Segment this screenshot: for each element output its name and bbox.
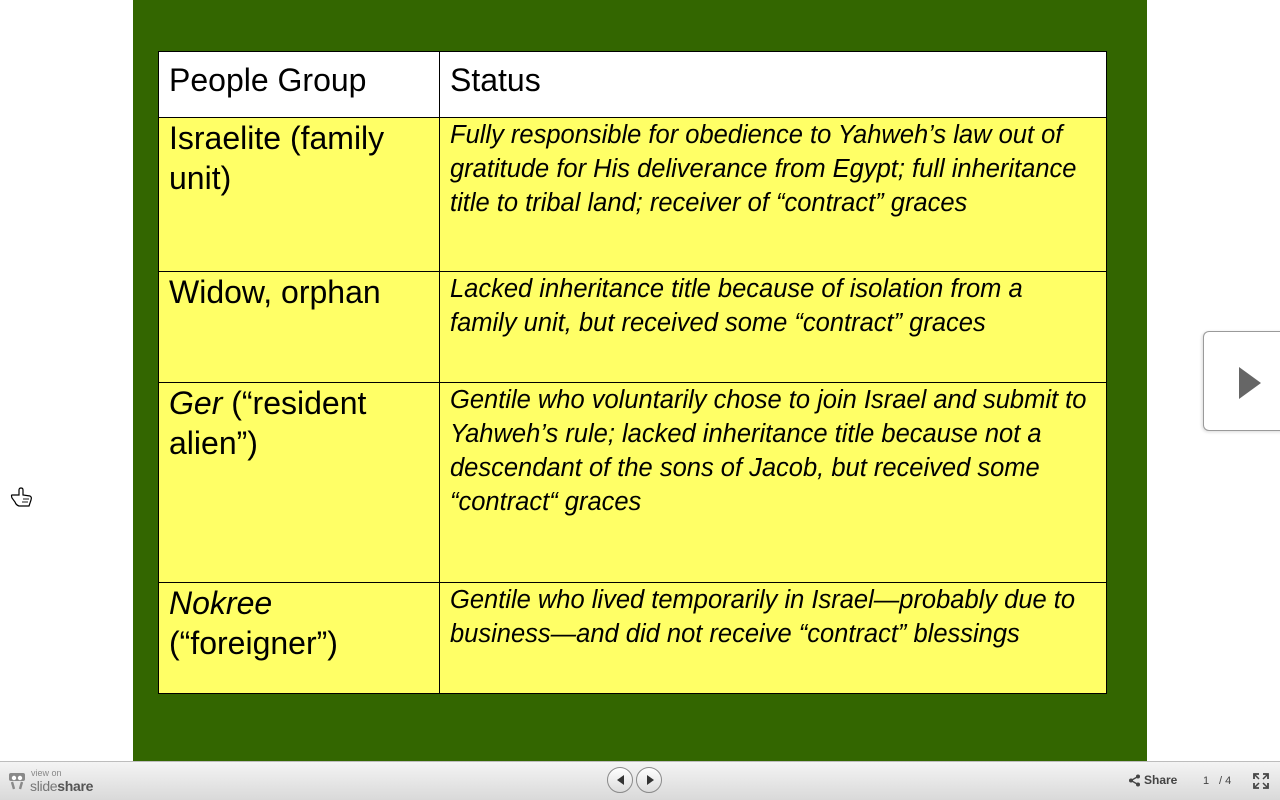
slideshare-logo-icon: [8, 772, 26, 790]
fullscreen-icon[interactable]: [1253, 773, 1269, 789]
table-row: [159, 272, 1107, 383]
group-name-rest: (“resident alien”): [169, 385, 367, 461]
current-page-number[interactable]: 1: [1203, 775, 1210, 787]
total-pages: / 4: [1219, 775, 1232, 787]
group-name-italic: Nokree: [169, 585, 273, 621]
group-name-italic: Ger: [169, 385, 223, 421]
header-status: Status: [440, 52, 1107, 118]
status-cell: Gentile who voluntarily chose to join Israel and submit to Yahweh’s rule; lacked inheritance title because not a descendant of the sons of Jacob, but received some “contract“ graces: [440, 383, 1107, 583]
brand-name: [30, 778, 93, 794]
group-cell: Israelite (family unit): [159, 118, 440, 272]
brand-bold: share: [57, 778, 94, 794]
group-name-rest: (“foreigner”): [169, 625, 338, 661]
group-cell: Widow, orphan: [159, 272, 440, 383]
group-cell: [159, 583, 440, 694]
share-label: Share: [1144, 773, 1178, 787]
arrow-left-icon: [615, 774, 627, 786]
status-cell: Gentile who lived temporarily in Israel—probably due to business—and did not receive “contract” blessings: [440, 583, 1107, 694]
group-cell: [159, 383, 440, 583]
share-icon: [1128, 774, 1141, 787]
previous-slide-button[interactable]: [607, 767, 633, 793]
play-next-icon: [1237, 366, 1263, 400]
status-cell: Lacked inheritance title because of isolation from a family unit, but received some “contract” graces: [440, 272, 1107, 383]
next-slide-tab[interactable]: [1203, 331, 1280, 431]
table-header-row: [159, 52, 1107, 118]
slide: [133, 0, 1147, 761]
hand-cursor-icon: [10, 486, 34, 508]
table-row: [159, 118, 1107, 272]
brand-light: slide: [30, 778, 58, 794]
people-status-table: [158, 51, 1107, 694]
viewer-toolbar: [0, 761, 1280, 800]
arrow-right-icon: [644, 774, 656, 786]
next-slide-button[interactable]: [636, 767, 662, 793]
table-row: [159, 583, 1107, 694]
status-cell: Fully responsible for obedience to Yahweh’s law out of gratitude for His deliverance from Egypt; full inheritance title to tribal land; receiver of “contract” graces: [440, 118, 1107, 272]
view-on-label: view on: [31, 768, 62, 778]
header-people-group: People Group: [159, 52, 440, 118]
table-row: [159, 383, 1107, 583]
